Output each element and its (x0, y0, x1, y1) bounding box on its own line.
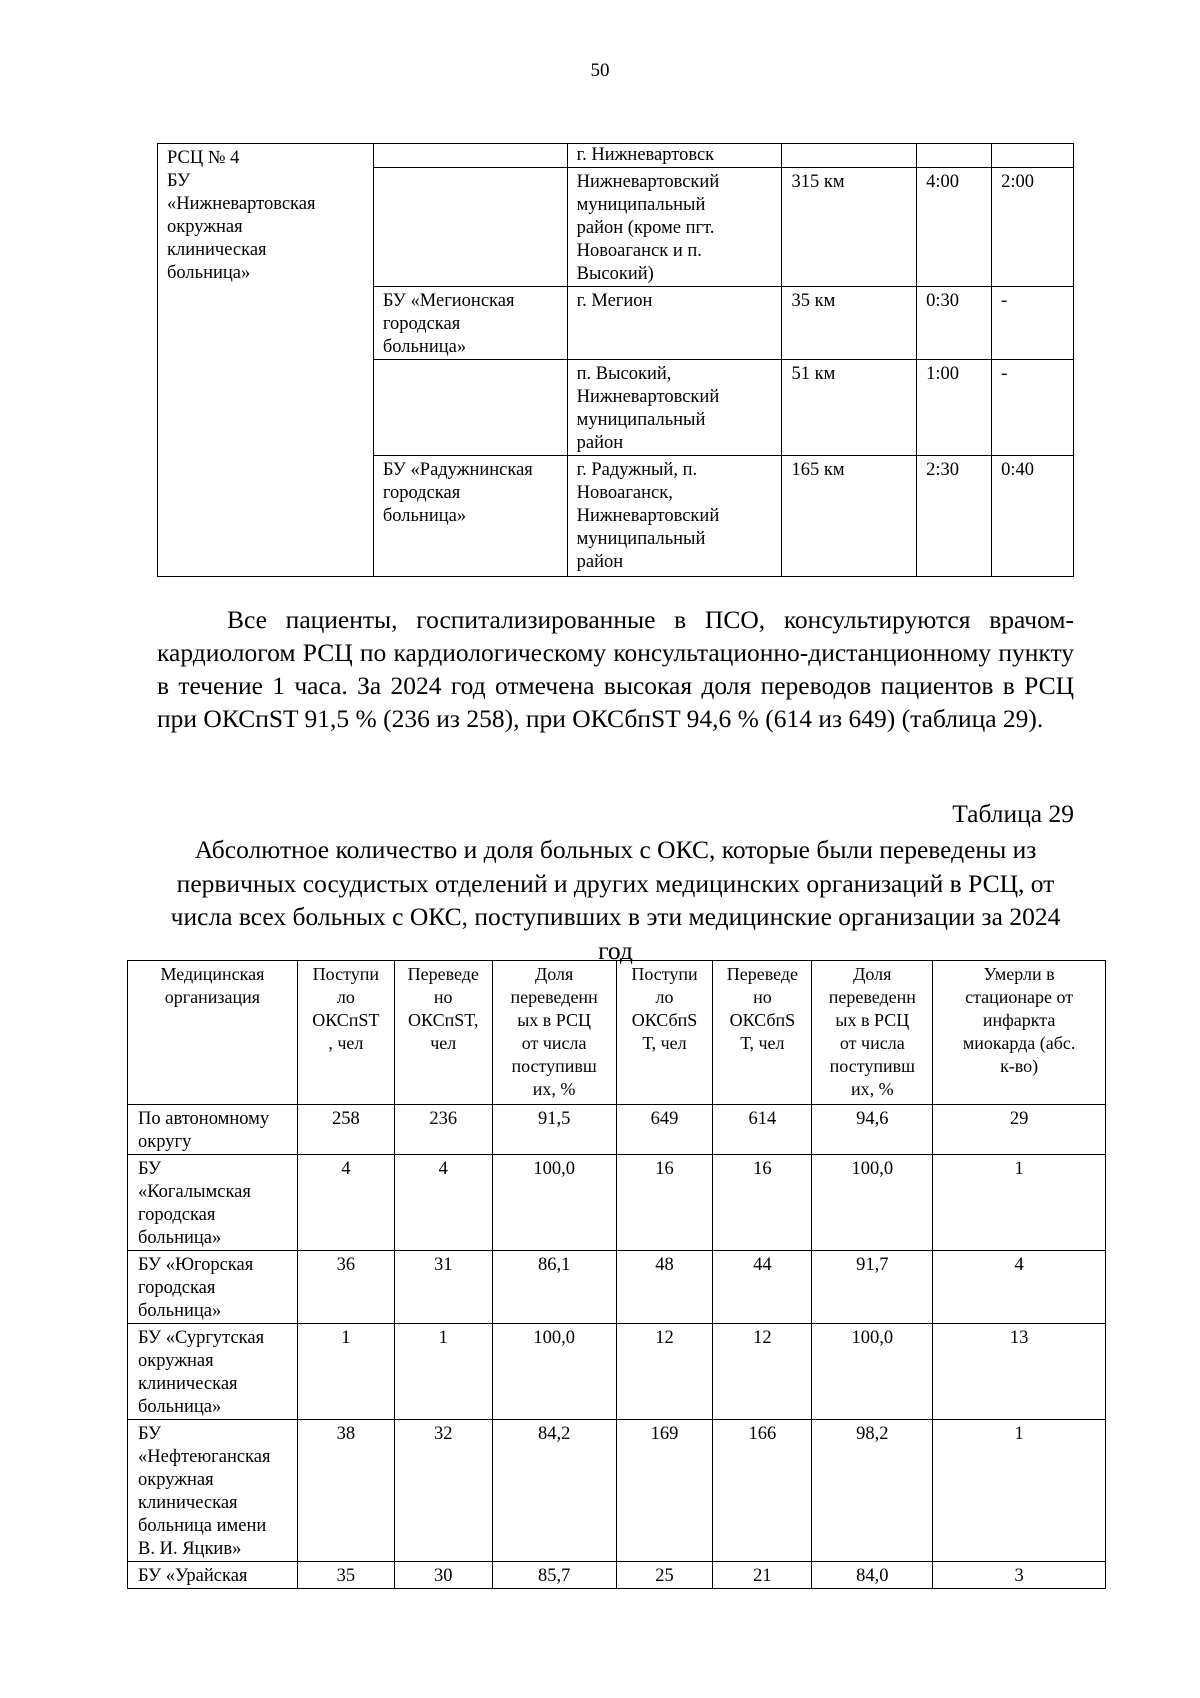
routing-cell-time1: 4:00 (917, 168, 992, 287)
value-cell: 1 (933, 1420, 1106, 1562)
value-cell: 25 (616, 1562, 713, 1589)
column-header: Медицинская организация (128, 961, 298, 1105)
column-header: Переведе но ОКСбпS Т, чел (713, 961, 812, 1105)
routing-cell-time2: 2:00 (992, 168, 1074, 287)
value-cell: 16 (713, 1155, 812, 1251)
organization-cell: БУ «Урайская (128, 1562, 298, 1589)
value-cell: 100,0 (492, 1324, 616, 1420)
value-cell: 1 (297, 1324, 394, 1420)
value-cell: 614 (713, 1105, 812, 1155)
routing-cell-area: г. Радужный, п. Новоаганск, Нижневартовский муниципальный район (567, 456, 782, 577)
value-cell: 166 (713, 1420, 812, 1562)
routing-table (157, 143, 1074, 577)
table-row (128, 1420, 1106, 1562)
routing-cell-hospital (373, 360, 567, 456)
page-number: 50 (590, 60, 610, 81)
value-cell: 30 (394, 1562, 492, 1589)
table-label: Таблица 29 (952, 799, 1074, 828)
value-cell: 85,7 (492, 1562, 616, 1589)
routing-cell-area: Нижневартовский муниципальный район (кроме пгт. Новоаганск и п. Высокий) (567, 168, 782, 287)
routing-cell-area: п. Высокий, Нижневартовский муниципальный район (567, 360, 782, 456)
routing-cell-area: г. Нижневартовск (567, 144, 782, 168)
value-cell: 44 (713, 1251, 812, 1324)
organization-cell: БУ «Когалымская городская больница» (128, 1155, 298, 1251)
value-cell: 21 (713, 1562, 812, 1589)
routing-cell-area: г. Мегион (567, 287, 782, 360)
routing-cell-time1 (917, 144, 992, 168)
value-cell: 13 (933, 1324, 1106, 1420)
column-header: Поступи ло ОКСбпS Т, чел (616, 961, 713, 1105)
value-cell: 84,0 (812, 1562, 933, 1589)
routing-cell-distance: 51 км (782, 360, 917, 456)
table-row (128, 1105, 1106, 1155)
value-cell: 31 (394, 1251, 492, 1324)
value-cell: 36 (297, 1251, 394, 1324)
value-cell: 29 (933, 1105, 1106, 1155)
value-cell: 236 (394, 1105, 492, 1155)
value-cell: 35 (297, 1562, 394, 1589)
value-cell: 258 (297, 1105, 394, 1155)
column-header: Переведе но ОКСпST, чел (394, 961, 492, 1105)
value-cell: 1 (394, 1324, 492, 1420)
table-row (128, 1562, 1106, 1589)
value-cell: 169 (616, 1420, 713, 1562)
routing-cell-distance: 35 км (782, 287, 917, 360)
value-cell: 4 (933, 1251, 1106, 1324)
table-title: Абсолютное количество и доля больных с ОКС, которые были переведены из первичных сосудистых отделений и других медицинских организаций в РСЦ, от числа всех больных с ОКС, поступивших в эти медицинские организации за 2024 год (170, 835, 1061, 965)
value-cell: 94,6 (812, 1105, 933, 1155)
value-cell: 100,0 (492, 1155, 616, 1251)
table-row (128, 1251, 1106, 1324)
organization-cell: БУ «Нефтеюганская окружная клиническая больница имени В. И. Яцкив» (128, 1420, 298, 1562)
routing-cell-time2: - (992, 287, 1074, 360)
routing-cell-hospital (373, 144, 567, 168)
body-paragraph: Все пациенты, госпитализированные в ПСО, консультируются врачом-кардиологом РСЦ по кардиологическому консультационно-дистанционному пункту в течение 1 часа. За 2024 год отмечена высокая доля переводов пациентов в РСЦ при ОКСпST 91,5 % (236 из 258), при ОКСбпST 94,6 % (614 из 649) (таблица 29). (157, 605, 1074, 733)
routing-cell-time1: 1:00 (917, 360, 992, 456)
routing-cell-time2 (992, 144, 1074, 168)
value-cell: 100,0 (812, 1324, 933, 1420)
value-cell: 100,0 (812, 1155, 933, 1251)
column-header: Умерли в стационаре от инфаркта миокарда (абс. к-во) (933, 961, 1106, 1105)
routing-cell-hospital: БУ «Радужнинская городская больница» (373, 456, 567, 577)
routing-cell-distance: 165 км (782, 456, 917, 577)
value-cell: 98,2 (812, 1420, 933, 1562)
acs-transfer-table (127, 960, 1106, 1589)
column-header: Поступи ло ОКСпST , чел (297, 961, 394, 1105)
value-cell: 4 (297, 1155, 394, 1251)
column-header: Доля переведенн ых в РСЦ от числа поступивш их, % (812, 961, 933, 1105)
value-cell: 91,5 (492, 1105, 616, 1155)
value-cell: 91,7 (812, 1251, 933, 1324)
value-cell: 3 (933, 1562, 1106, 1589)
value-cell: 649 (616, 1105, 713, 1155)
table-row (128, 1324, 1106, 1420)
value-cell: 12 (616, 1324, 713, 1420)
value-cell: 48 (616, 1251, 713, 1324)
organization-cell: По автономному округу (128, 1105, 298, 1155)
value-cell: 1 (933, 1155, 1106, 1251)
routing-cell-time1: 0:30 (917, 287, 992, 360)
routing-cell-distance: 315 км (782, 168, 917, 287)
value-cell: 38 (297, 1420, 394, 1562)
value-cell: 12 (713, 1324, 812, 1420)
value-cell: 32 (394, 1420, 492, 1562)
routing-cell-distance (782, 144, 917, 168)
table-header-row (128, 961, 1106, 1105)
routing-cell-time1: 2:30 (917, 456, 992, 577)
routing-cell-time2: - (992, 360, 1074, 456)
routing-cell-hospital (373, 168, 567, 287)
routing-cell-time2: 0:40 (992, 456, 1074, 577)
organization-cell: БУ «Югорская городская больница» (128, 1251, 298, 1324)
value-cell: 16 (616, 1155, 713, 1251)
routing-row (158, 144, 1074, 168)
routing-cell-hospital: БУ «Мегионская городская больница» (373, 287, 567, 360)
value-cell: 4 (394, 1155, 492, 1251)
value-cell: 84,2 (492, 1420, 616, 1562)
organization-cell: БУ «Сургутская окружная клиническая больница» (128, 1324, 298, 1420)
value-cell: 86,1 (492, 1251, 616, 1324)
column-header: Доля переведенн ых в РСЦ от числа поступивш их, % (492, 961, 616, 1105)
rsc-name-cell: РСЦ № 4 БУ «Нижневартовская окружная клиническая больница» (158, 144, 374, 577)
table-row (128, 1155, 1106, 1251)
